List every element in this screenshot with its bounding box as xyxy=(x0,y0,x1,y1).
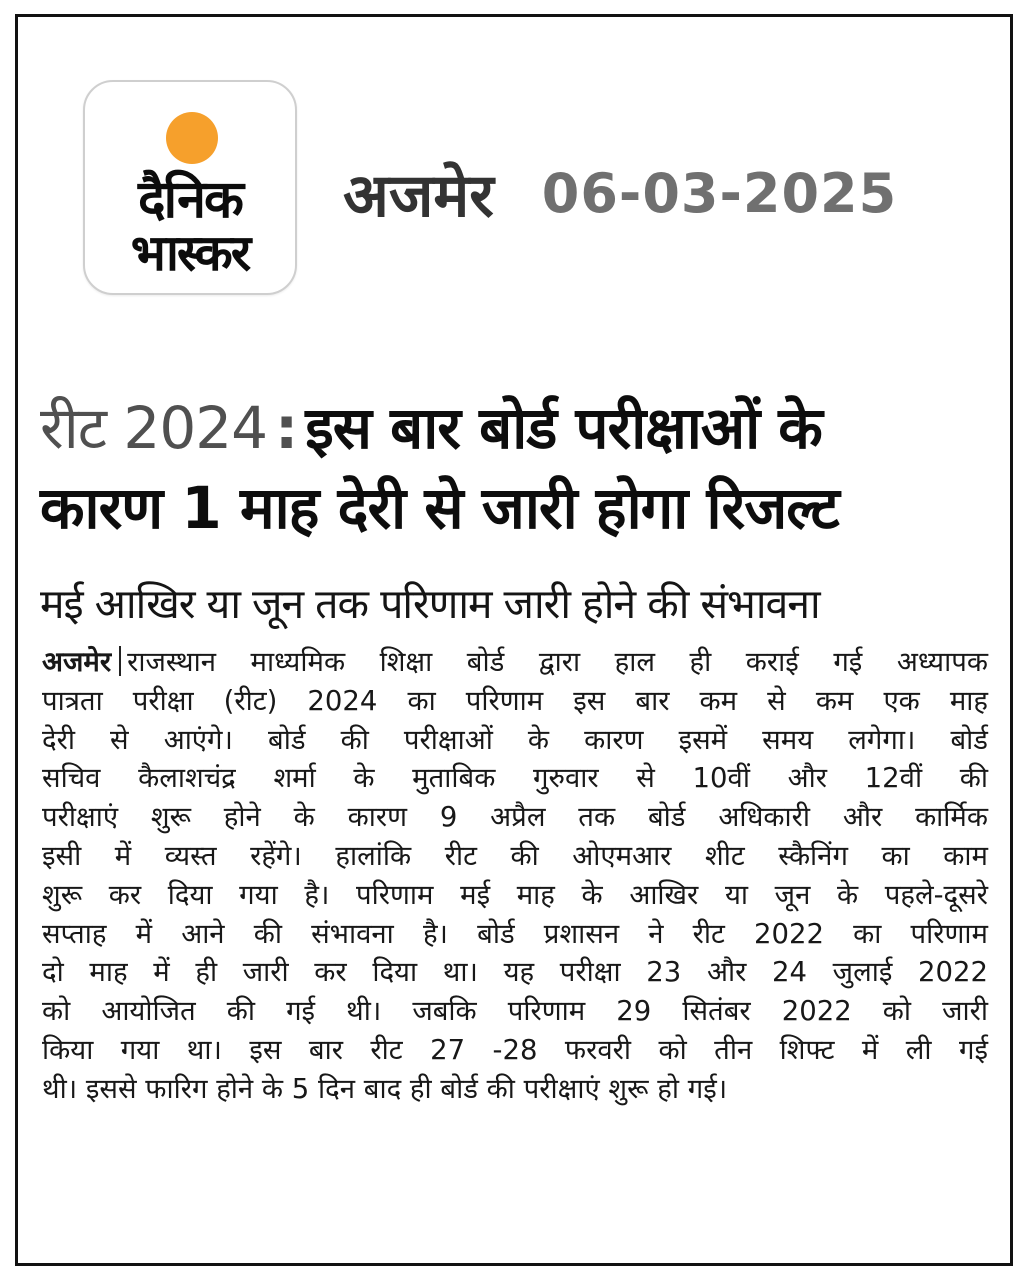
article-line: सप्ताह में आने की संभावना है। बोर्ड प्रशासन ने रीट 2022 का परिणाम xyxy=(42,917,988,950)
logo-text-line1: दैनिक xyxy=(138,170,242,230)
sun-icon xyxy=(166,112,218,164)
subheadline: मई आखिर या जून तक परिणाम जारी होने की संभावना xyxy=(40,580,820,628)
headline-line-1 xyxy=(40,388,990,468)
logo-text-line2: भास्कर xyxy=(130,224,250,282)
headline-line-2: कारण 1 माह देरी से जारी होगा रिजल्ट xyxy=(40,474,839,542)
headline xyxy=(40,388,990,548)
article-line: पात्रता परीक्षा (रीट) 2024 का परिणाम इस बार कम से कम एक माह xyxy=(42,684,988,717)
article-body xyxy=(42,643,988,1109)
article-line-last: थी। इससे फारिग होने के 5 दिन बाद ही बोर्ड की परीक्षाएं शुरू हो गई। xyxy=(42,1072,728,1105)
article-line: किया गया था। इस बार रीट 27 -28 फरवरी को तीन शिफ्ट में ली गई xyxy=(42,1033,988,1066)
article-line: को आयोजित की गई थी। जबकि परिणाम 29 सितंबर 2022 को जारी xyxy=(42,995,988,1028)
dateline xyxy=(343,153,897,233)
article-line: देरी से आएंगे। बोर्ड की परीक्षाओं के कारण इसमें समय लगेगा। बोर्ड xyxy=(42,723,988,756)
headline-prefix: रीट 2024 xyxy=(40,394,268,462)
edition-city: अजमेर xyxy=(343,161,494,231)
article-line: इसी में व्यस्त रहेंगे। हालांकि रीट की ओएमआर शीट स्कैनिंग का काम xyxy=(42,839,988,872)
article-line: शुरू कर दिया गया है। परिणाम मई माह के आखिर या जून के पहले-दूसरे xyxy=(42,878,988,911)
article-line: अजमेर राजस्थान माध्यमिक शिक्षा बोर्ड द्वारा हाल ही कराई गई अध्यापक xyxy=(42,646,988,678)
article-line: दो माह में ही जारी कर दिया था। यह परीक्षा 23 और 24 जुलाई 2022 xyxy=(42,956,988,989)
dateline-separator xyxy=(119,646,121,676)
article-line: सचिव कैलाशचंद्र शर्मा के मुताबिक गुरुवार से 10वीं और 12वीं की xyxy=(42,762,988,795)
headline-colon: : xyxy=(275,394,298,462)
article-line: परीक्षाएं शुरू होने के कारण 9 अप्रैल तक बोर्ड अधिकारी और कार्मिक xyxy=(42,801,988,834)
article-dateline: अजमेर xyxy=(42,646,112,678)
dainik-bhaskar-logo xyxy=(83,80,297,295)
edition-date: 06-03-2025 xyxy=(541,161,898,225)
headline-text-1: इस बार बोर्ड परीक्षाओं के xyxy=(305,394,822,462)
